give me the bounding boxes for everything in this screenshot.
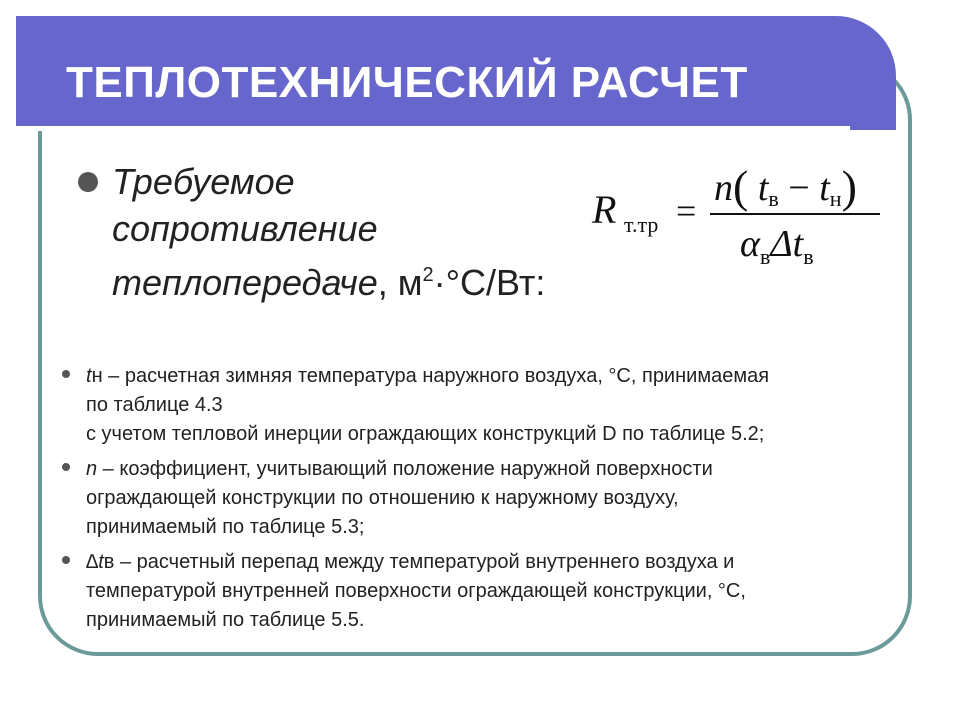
formula-t1-sub: в — [768, 186, 779, 211]
units-tail: ·°С/Вт: — [433, 262, 546, 303]
formula-R-sub: т.тр — [624, 212, 659, 237]
definition-item — [62, 548, 912, 635]
resistance-formula — [590, 150, 890, 280]
main-line-3-italic: теплопередаче — [112, 262, 378, 303]
formula-delta-t-sub: в — [803, 244, 814, 269]
definition-line: ограждающей конструкции по отношению к наружному воздуху, — [86, 487, 679, 509]
formula-close-paren: ) — [841, 161, 857, 212]
definition-line: принимаемый по таблице 5.5. — [86, 609, 365, 631]
bullet-dot — [62, 370, 70, 378]
bullet-dot — [62, 556, 70, 564]
main-bullet-text — [112, 158, 632, 306]
formula-alpha: α — [740, 223, 760, 265]
definition-line: с учетом тепловой инерции ограждающих конструкций D по таблице 5.2; — [86, 423, 765, 445]
slide-title: ТЕПЛОТЕХНИЧЕСКИЙ РАСЧЕТ — [66, 58, 748, 107]
formula-t1: t — [757, 167, 769, 209]
definition-symbol: n — [86, 458, 98, 480]
definition-line — [86, 548, 912, 577]
main-line-1: Требуемое — [112, 161, 295, 202]
formula-equals: = — [676, 191, 697, 231]
title-underline — [16, 126, 850, 131]
units-prefix: , м — [377, 262, 423, 303]
formula-R: R — [592, 187, 617, 232]
definition-symbol: t — [86, 365, 92, 387]
definition-item — [62, 455, 912, 542]
formula-minus: − — [788, 167, 810, 209]
definition-line: температурой внутренней поверхности ограждающей конструкции, °С, — [86, 580, 746, 602]
main-line-2: сопротивление — [112, 208, 378, 249]
definition-text: в – расчетный перепад между температурой внутреннего воздуха и — [103, 551, 735, 573]
title-bar — [16, 16, 896, 130]
formula-open-paren: ( — [733, 161, 749, 212]
definition-text: н – расчетная зимняя температура наружного воздуха, °С, принимаемая — [91, 365, 770, 387]
definition-symbol: ∆t — [86, 551, 104, 573]
definition-text: – коэффициент, учитывающий положение наружной поверхности — [97, 458, 713, 480]
main-bullet-dot — [78, 172, 98, 192]
definition-item — [62, 362, 912, 449]
definition-line: по таблице 4.3 — [86, 394, 223, 416]
formula-t2: t — [819, 167, 830, 209]
units-sup: 2 — [422, 264, 434, 286]
formula-denominator — [740, 222, 814, 269]
definitions-list — [62, 362, 912, 641]
formula-n: n — [714, 167, 733, 209]
formula-numerator — [714, 158, 857, 211]
definition-line — [86, 455, 912, 484]
formula-alpha-sub: в — [759, 244, 771, 269]
bullet-dot — [62, 463, 70, 471]
definition-line — [86, 362, 912, 391]
formula-delta-t: Δt — [770, 223, 804, 265]
formula-fraction-bar — [710, 213, 880, 215]
definition-line: принимаемый по таблице 5.3; — [86, 516, 365, 538]
formula-t2-sub: н — [829, 186, 842, 211]
main-line-3 — [112, 252, 632, 306]
